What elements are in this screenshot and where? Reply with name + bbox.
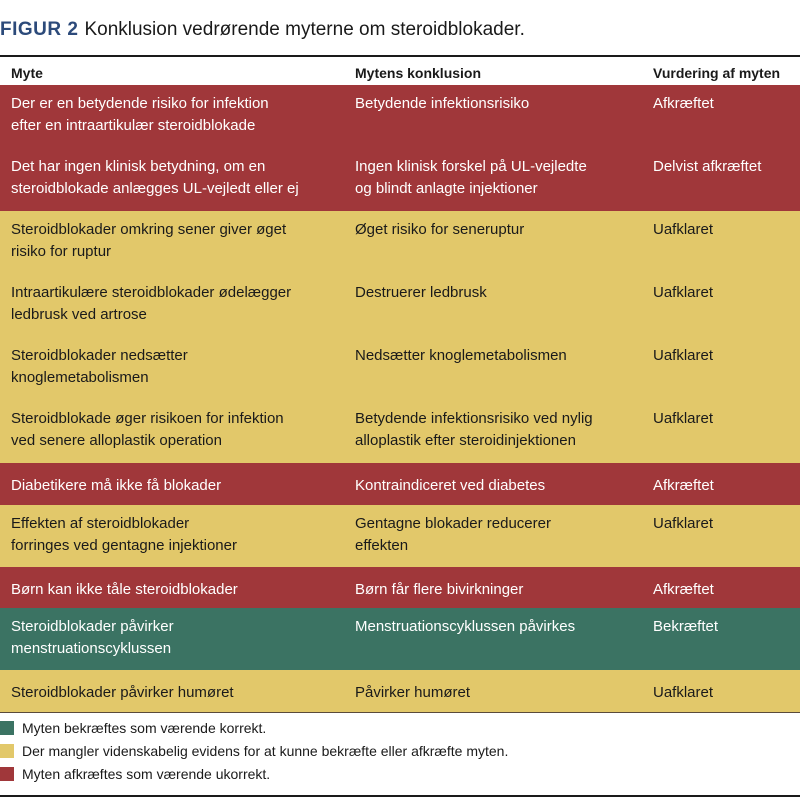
- cell-line: Intraartikulære steroidblokader ødelægger: [11, 284, 292, 301]
- cell-konklusion: [355, 93, 529, 115]
- table-header: [0, 57, 800, 85]
- cell-line: Diabetikere må ikke få blokader: [11, 477, 222, 494]
- legend-item: [0, 718, 800, 738]
- cell-vurdering: Afkræftet: [653, 477, 714, 494]
- legend-text: Der mangler videnskabelig evidens for at kunne bekræfte eller afkræfte myten.: [22, 743, 509, 759]
- cell-line: ledbrusk ved artrose: [11, 306, 147, 323]
- cell-line: ved senere alloplastik operation: [11, 432, 222, 449]
- cell-konklusion: [355, 219, 524, 241]
- cell-line: Påvirker humøret: [355, 684, 471, 701]
- cell-konklusion: [355, 579, 523, 601]
- table-row: [0, 274, 800, 337]
- cell-konklusion: [355, 408, 593, 452]
- header-vurdering: Vurdering af myten: [653, 65, 781, 81]
- cell-myte: [11, 408, 284, 452]
- cell-line: Steroidblokader påvirker: [11, 618, 174, 635]
- cell-line: Betydende infektionsrisiko ved nylig: [355, 410, 593, 427]
- header-myte: Myte: [11, 65, 43, 81]
- cell-vurdering: Bekræftet: [653, 618, 719, 635]
- legend-item: [0, 764, 800, 784]
- cell-line: Steroidblokader påvirker humøret: [11, 684, 234, 701]
- cell-konklusion: [355, 345, 567, 367]
- cell-line: Øget risiko for seneruptur: [355, 221, 525, 238]
- table-row: [0, 148, 800, 211]
- cell-myte: [11, 219, 286, 263]
- cell-line: Ingen klinisk forskel på UL-vejledte: [355, 158, 587, 175]
- cell-line: og blindt anlagte injektioner: [355, 180, 538, 197]
- table-row: [0, 400, 800, 463]
- table-row: [0, 670, 800, 712]
- cell-vurdering: Uafklaret: [653, 684, 714, 701]
- cell-line: Steroidblokade øger risikoen for infektion: [11, 410, 284, 427]
- table-row: [0, 567, 800, 608]
- cell-vurdering: Afkræftet: [653, 95, 714, 112]
- header-konklusion: Mytens konklusion: [355, 65, 482, 81]
- figure-title: [0, 16, 525, 44]
- cell-myte: [11, 682, 234, 704]
- cell-myte: [11, 282, 291, 326]
- cell-konklusion: [355, 513, 551, 557]
- cell-line: steroidblokade anlægges UL-vejledt eller ej: [11, 180, 299, 197]
- cell-line: Steroidblokader omkring sener giver øget: [11, 221, 287, 238]
- cell-line: menstruationscyklussen: [11, 640, 172, 657]
- cell-myte: [11, 156, 299, 200]
- cell-vurdering: Uafklaret: [653, 221, 714, 238]
- legend-text: Myten afkræftes som værende ukorrekt.: [22, 766, 271, 782]
- cell-line: Gentagne blokader reducerer: [355, 515, 551, 532]
- table-row: [0, 211, 800, 274]
- cell-line: efter en intraartikulær steroidblokade: [11, 117, 256, 134]
- cell-line: risiko for ruptur: [11, 243, 112, 260]
- cell-myte: [11, 93, 269, 137]
- cell-line: Menstruationscyklussen påvirkes: [355, 618, 576, 635]
- cell-vurdering: Uafklaret: [653, 284, 714, 301]
- cell-konklusion: [355, 475, 545, 497]
- table-row: [0, 463, 800, 505]
- cell-konklusion: [355, 616, 575, 638]
- cell-line: Betydende infektionsrisiko: [355, 95, 530, 112]
- legend-swatch: [0, 744, 14, 758]
- cell-line: forringes ved gentagne injektioner: [11, 537, 237, 554]
- legend-item: [0, 741, 800, 761]
- cell-line: alloplastik efter steroidinjektionen: [355, 432, 576, 449]
- table-row: [0, 85, 800, 148]
- cell-line: Børn kan ikke tåle steroidblokader: [11, 581, 238, 598]
- figure-label: FIGUR 2: [0, 19, 79, 40]
- legend-swatch: [0, 767, 14, 781]
- bottom-rule: [0, 795, 800, 797]
- cell-konklusion: [355, 282, 487, 304]
- cell-myte: [11, 616, 174, 660]
- legend-text: Myten bekræftes som værende korrekt.: [22, 720, 267, 736]
- cell-myte: [11, 345, 188, 389]
- cell-line: Der er en betydende risiko for infektion: [11, 95, 269, 112]
- cell-myte: [11, 475, 221, 497]
- cell-line: knoglemetabolismen: [11, 369, 149, 386]
- cell-myte: [11, 513, 237, 557]
- cell-myte: [11, 579, 238, 601]
- cell-line: Det har ingen klinisk betydning, om en: [11, 158, 266, 175]
- cell-line: Børn får flere bivirkninger: [355, 581, 524, 598]
- cell-line: Destruerer ledbrusk: [355, 284, 487, 301]
- cell-vurdering: Afkræftet: [653, 581, 714, 598]
- row-separator: [0, 712, 800, 713]
- table-row: [0, 608, 800, 670]
- cell-vurdering: Uafklaret: [653, 347, 714, 364]
- cell-vurdering: Uafklaret: [653, 410, 714, 427]
- table-row: [0, 337, 800, 400]
- cell-konklusion: [355, 682, 470, 704]
- legend-swatch: [0, 721, 14, 735]
- cell-line: Effekten af steroidblokader: [11, 515, 190, 532]
- cell-line: effekten: [355, 537, 409, 554]
- figure-caption: Konklusion vedrørende myterne om steroidblokader.: [84, 19, 525, 40]
- cell-line: Kontraindiceret ved diabetes: [355, 477, 546, 494]
- cell-line: Nedsætter knoglemetabolismen: [355, 347, 567, 364]
- cell-konklusion: [355, 156, 587, 200]
- cell-vurdering: Delvist afkræftet: [653, 158, 762, 175]
- cell-vurdering: Uafklaret: [653, 515, 714, 532]
- table-row: [0, 505, 800, 567]
- cell-line: Steroidblokader nedsætter: [11, 347, 188, 364]
